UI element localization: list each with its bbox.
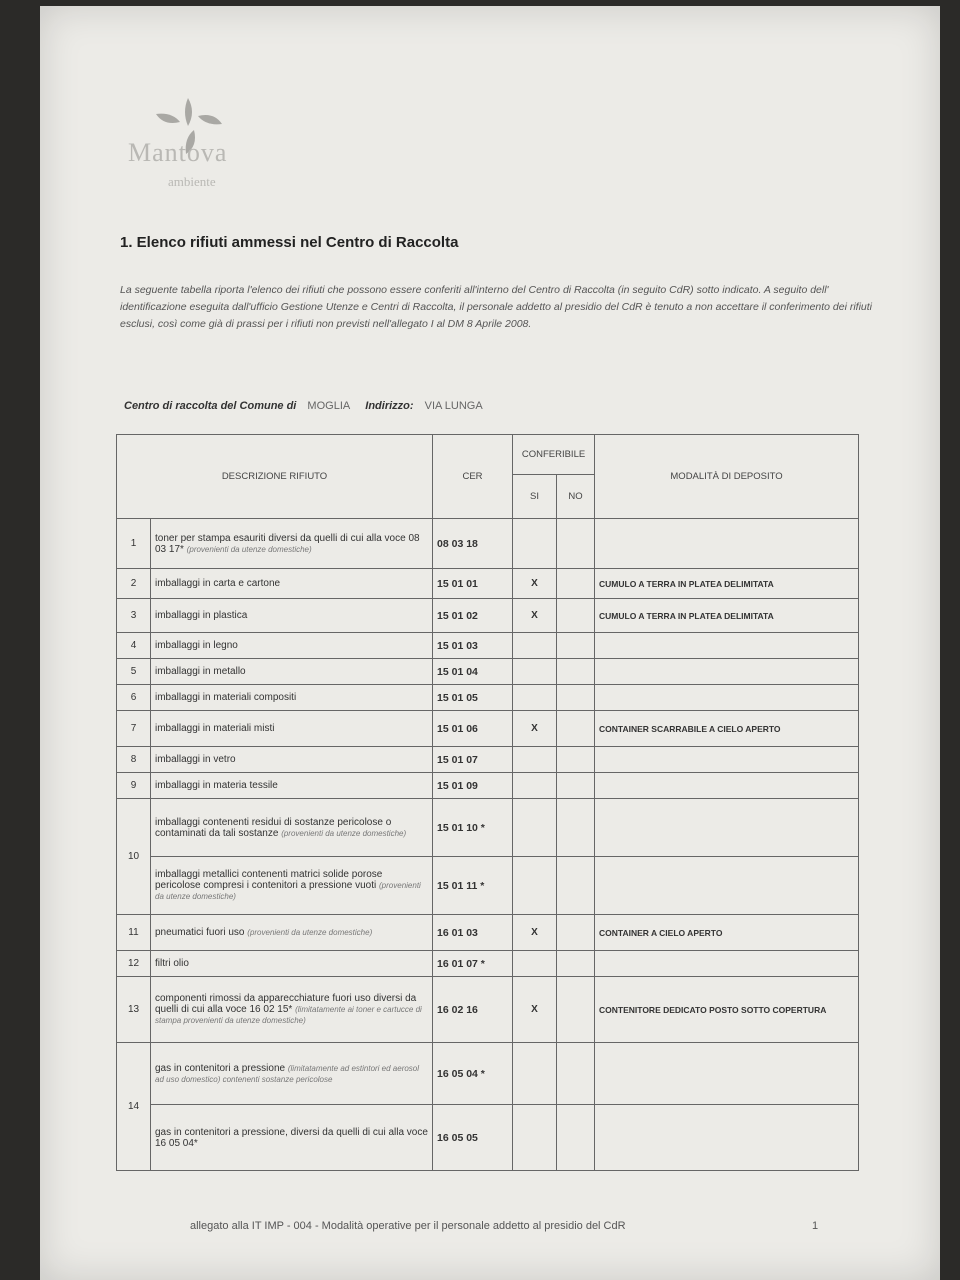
document-page — [40, 6, 940, 1280]
table-row — [117, 773, 859, 799]
table-row — [117, 519, 859, 569]
center-label: Centro di raccolta del Comune di — [124, 400, 297, 412]
row-si — [513, 747, 557, 773]
row-description: imballaggi contenenti residui di sostanze pericolose o contaminati da tali sostanze (provenienti da utenze domestiche) — [151, 799, 433, 857]
logo-tagline: ambiente — [168, 174, 216, 189]
row-modalita — [595, 519, 859, 569]
row-si — [513, 633, 557, 659]
logo-name: Mantova — [128, 138, 228, 167]
row-description: filtri olio — [151, 951, 433, 977]
table-row — [117, 915, 859, 951]
row-number: 2 — [117, 569, 151, 599]
row-description: toner per stampa esauriti diversi da quelli di cui alla voce 08 03 17* (provenienti da utenze domestiche) — [151, 519, 433, 569]
row-modalita — [595, 1043, 859, 1105]
row-description: imballaggi in plastica — [151, 599, 433, 633]
row-description: imballaggi in vetro — [151, 747, 433, 773]
row-description: imballaggi in materia tessile — [151, 773, 433, 799]
row-si — [513, 1105, 557, 1171]
table-row — [117, 1043, 859, 1105]
row-si: X — [513, 977, 557, 1043]
row-number: 10 — [117, 799, 151, 915]
row-si — [513, 685, 557, 711]
row-number: 8 — [117, 747, 151, 773]
row-cer: 15 01 09 — [433, 773, 513, 799]
table-row — [117, 599, 859, 633]
center-comune: MOGLIA — [307, 400, 351, 412]
row-cer: 16 05 04 * — [433, 1043, 513, 1105]
row-description: pneumatici fuori uso (provenienti da utenze domestiche) — [151, 915, 433, 951]
row-number: 5 — [117, 659, 151, 685]
row-si: X — [513, 599, 557, 633]
row-number: 4 — [117, 633, 151, 659]
row-si: X — [513, 711, 557, 747]
row-cer: 15 01 05 — [433, 685, 513, 711]
row-cer: 16 01 07 * — [433, 951, 513, 977]
row-no — [557, 569, 595, 599]
row-cer: 16 02 16 — [433, 977, 513, 1043]
row-description: gas in contenitori a pressione, diversi da quelli di cui alla voce 16 05 04* — [151, 1105, 433, 1171]
row-no — [557, 519, 595, 569]
row-si: X — [513, 915, 557, 951]
row-si — [513, 799, 557, 857]
table-row — [117, 951, 859, 977]
header-modalita: MODALITÀ DI DEPOSITO — [595, 435, 859, 519]
row-cer: 08 03 18 — [433, 519, 513, 569]
row-modalita — [595, 1105, 859, 1171]
row-no — [557, 951, 595, 977]
row-modalita — [595, 685, 859, 711]
row-number: 7 — [117, 711, 151, 747]
row-number: 12 — [117, 951, 151, 977]
row-cer: 15 01 03 — [433, 633, 513, 659]
row-no — [557, 633, 595, 659]
table-row — [117, 857, 859, 915]
header-no: NO — [557, 475, 595, 519]
row-si — [513, 857, 557, 915]
row-cer: 16 05 05 — [433, 1105, 513, 1171]
row-no — [557, 659, 595, 685]
row-modalita: CUMULO A TERRA IN PLATEA DELIMITATA — [595, 569, 859, 599]
row-number: 3 — [117, 599, 151, 633]
row-number: 11 — [117, 915, 151, 951]
row-no — [557, 773, 595, 799]
row-cer: 15 01 02 — [433, 599, 513, 633]
table-row — [117, 977, 859, 1043]
row-no — [557, 685, 595, 711]
row-cer: 15 01 10 * — [433, 799, 513, 857]
row-description: imballaggi in carta e cartone — [151, 569, 433, 599]
row-no — [557, 977, 595, 1043]
row-no — [557, 857, 595, 915]
row-modalita — [595, 951, 859, 977]
row-si — [513, 773, 557, 799]
row-modalita: CONTAINER SCARRABILE A CIELO APERTO — [595, 711, 859, 747]
row-modalita — [595, 799, 859, 857]
row-number: 1 — [117, 519, 151, 569]
row-modalita — [595, 659, 859, 685]
row-modalita — [595, 747, 859, 773]
row-cer: 16 01 03 — [433, 915, 513, 951]
row-description: imballaggi metallici contenenti matrici solide porose pericolose compresi i contenitori a pressione vuoti (provenienti da utenze domestiche) — [151, 857, 433, 915]
page-number: 1 — [812, 1220, 819, 1232]
row-modalita — [595, 633, 859, 659]
row-no — [557, 915, 595, 951]
table-row — [117, 1105, 859, 1171]
row-description: componenti rimossi da apparecchiature fuori uso diversi da quelli di cui alla voce 16 02 15* (limitatamente ai toner e cartucce di stampa provenienti da utenze domestiche) — [151, 977, 433, 1043]
row-cer: 15 01 07 — [433, 747, 513, 773]
table-row — [117, 799, 859, 857]
row-si: X — [513, 569, 557, 599]
row-description: imballaggi in materiali misti — [151, 711, 433, 747]
intro-paragraph: La seguente tabella riporta l'elenco dei rifiuti che possono essere conferiti all'interno del Centro di Raccolta (in seguito CdR) sotto indicato. A seguito dell' identificazione eseguita dall'ufficio Gestione Utenze e Centri di Raccolta, il personale addetto al presidio del CdR è tenuto a non accettare il conferimento dei rifiuti esclusi, così come già di prassi per i rifiuti non previsti nell'allegato I al DM 8 Aprile 2008. — [120, 284, 873, 330]
row-si — [513, 519, 557, 569]
center-info — [124, 400, 495, 412]
row-modalita: CONTENITORE DEDICATO POSTO SOTTO COPERTURA — [595, 977, 859, 1043]
table-row — [117, 633, 859, 659]
row-description: gas in contenitori a pressione (limitatamente ad estintori ed aerosol ad uso domestico) contenenti sostanze pericolose — [151, 1043, 433, 1105]
row-modalita: CONTAINER A CIELO APERTO — [595, 915, 859, 951]
header-descrizione: DESCRIZIONE RIFIUTO — [117, 435, 433, 519]
row-number: 9 — [117, 773, 151, 799]
center-address: VIA LUNGA — [424, 400, 483, 412]
row-si — [513, 1043, 557, 1105]
header-si: SI — [513, 475, 557, 519]
row-si — [513, 951, 557, 977]
row-number: 13 — [117, 977, 151, 1043]
row-no — [557, 1043, 595, 1105]
center-address-label: Indirizzo: — [365, 400, 414, 412]
row-no — [557, 599, 595, 633]
row-description: imballaggi in materiali compositi — [151, 685, 433, 711]
row-cer: 15 01 11 * — [433, 857, 513, 915]
row-no — [557, 747, 595, 773]
table-row — [117, 711, 859, 747]
header-cer: CER — [433, 435, 513, 519]
table-row — [117, 747, 859, 773]
section-title: 1. Elenco rifiuti ammessi nel Centro di Raccolta — [120, 234, 459, 251]
waste-table — [116, 434, 859, 1171]
row-description: imballaggi in legno — [151, 633, 433, 659]
header-conferibile: CONFERIBILE — [513, 435, 595, 475]
row-number: 6 — [117, 685, 151, 711]
table-row — [117, 659, 859, 685]
table-row — [117, 569, 859, 599]
page-footer: allegato alla IT IMP - 004 - Modalità operative per il personale addetto al presidio del CdR — [190, 1220, 626, 1232]
row-modalita — [595, 773, 859, 799]
row-no — [557, 799, 595, 857]
row-modalita — [595, 857, 859, 915]
row-cer: 15 01 06 — [433, 711, 513, 747]
table-row — [117, 685, 859, 711]
row-cer: 15 01 01 — [433, 569, 513, 599]
row-modalita: CUMULO A TERRA IN PLATEA DELIMITATA — [595, 599, 859, 633]
row-no — [557, 711, 595, 747]
row-si — [513, 659, 557, 685]
row-cer: 15 01 04 — [433, 659, 513, 685]
row-number: 14 — [117, 1043, 151, 1171]
row-no — [557, 1105, 595, 1171]
row-description: imballaggi in metallo — [151, 659, 433, 685]
